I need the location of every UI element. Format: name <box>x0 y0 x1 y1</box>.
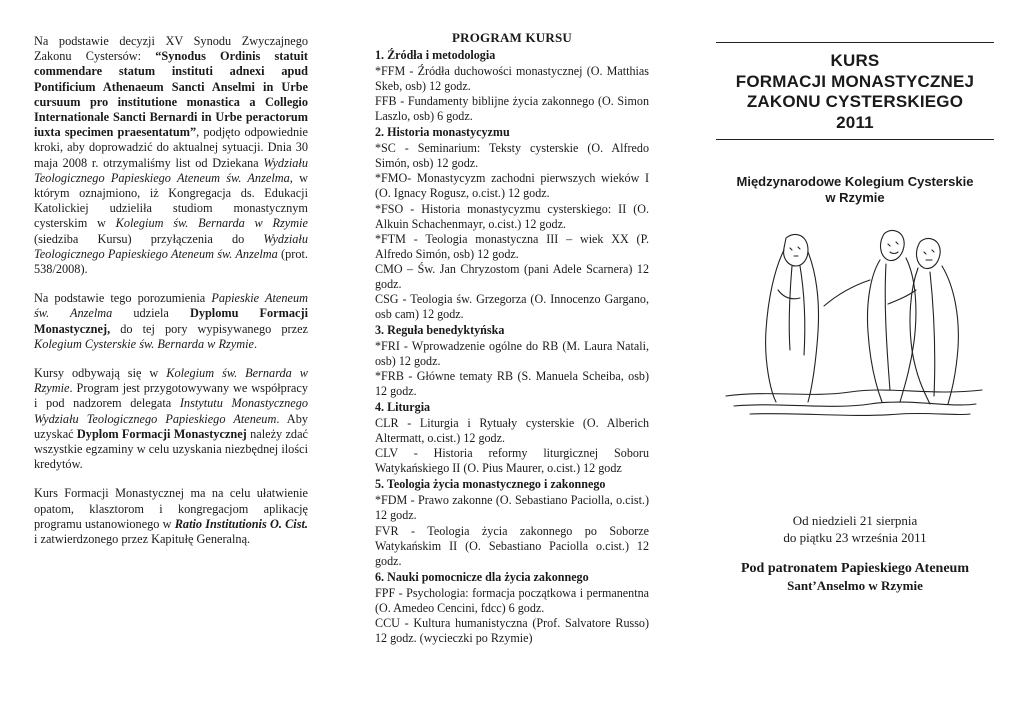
diploma-paragraph: Na podstawie tego porozumienia Papieskie Ateneum św. Anzelma udziela Dyplomu Formacji Monastycznej, do tej pory wypisywanego przez Kolegium Cysterskie św. Bernarda w Rzymie. <box>34 291 308 351</box>
college-name: Międzynarodowe Kolegium Cysterskie w Rzymie <box>736 174 974 205</box>
program-section-title: 1. Źródła i metodologia <box>375 48 496 63</box>
program-course: *FDM - Prawo zakonne (O. Sebastiano Paciolla, o.cist.) 12 godz. <box>375 493 649 523</box>
top-rule <box>716 42 994 43</box>
program-course: FFB - Fundamenty biblijne życia zakonnego (O. Simon Laszlo, osb) 6 godz. <box>375 94 649 124</box>
program-section-title: 3. Reguła benedyktyńska <box>375 322 505 337</box>
bottom-rule <box>716 139 994 140</box>
program-course: *FRI - Wprowadzenie ogólne do RB (M. Laura Natali, osb) 12 godz. <box>375 338 649 368</box>
intro-paragraph: Na podstawie decyzji XV Synodu Zwyczajnego Zakonu Cystersów: “Synodus Ordinis statuit commendare statum instituti adnexi apud Pontificium Athenaeum Sancti Anselmi in Urbe cursuum pro institutione monastica a Collegio Internationale Sancti Bernardi in Urbe peractorum iuxta specimen praesentatum”, podjęto odpowiednie kroki, aby doprowadzić do aktualnej sytuacji. Dnia 30 maja 2008 r. otrzymaliśmy list od Dziekana Wydziału Teologicznego Papieskiego Ateneum św. Anzelma, w którym oznajmiono, iż Kongregacja ds. Edukacji Katolickiej udzieliła studiom monastycznym cysterskim w Kolegium św. Bernarda w Rzymie (siedziba Kursu) przyłączenia do Wydziału Teologicznego Papieskiego Ateneum św. Anzelma (prot. 538/2008). <box>34 34 308 277</box>
purpose-paragraph: Kurs Formacji Monastycznej ma na celu ułatwienie opatom, klasztorom i kongregacjom aplikację programu ustanowionego w Ratio Institutionis O. Cist. i zatwierdzonego przez Kapitułę Generalną. <box>34 486 308 547</box>
courses-paragraph: Kursy odbywają się w Kolegium św. Bernarda w Rzymie. Program jest przygotowywany we współpracy i pod nadzorem delegata Instytutu Monastycznego Wydziału Teologicznego Papieskiego Ateneum. Aby uzyskać Dyplom Formacji Monastycznej należy zdać wszystkie egzaminy w celu uzyskania niezbędnej ilości kredytów. <box>34 366 309 472</box>
program-course: *FMO- Monastycyzm zachodni pierwszych wieków I (O. Ignacy Rogusz, o.cist.) 12 godz. <box>375 171 649 201</box>
program-course: FVR - Teologia życia zakonnego po Soborze Watykańskim II (O. Sebastiano Paciolla o.cist.) 12 godz. <box>375 523 649 568</box>
course-title-line: ZAKONU CYSTERSKIEGO <box>746 92 964 111</box>
course-title <box>716 51 994 133</box>
patronage: Pod patronatem Papieskiego Ateneum <box>740 561 969 576</box>
program-title: PROGRAM KURSU <box>452 30 572 45</box>
program-course: *FSO - Historia monastycyzmu cysterskiego: II (O. Alkuin Schachenmayr, o.cist.) 12 godz. <box>375 201 649 231</box>
program-course: CLV - Historia reformy liturgicznej Soboru Watykańskiego II (O. Pius Maurer, o.cist.) 12 godz <box>375 446 649 476</box>
program-course: *FFM - Źródła duchowości monastycznej (O. Matthias Skeb, osb) 12 godz. <box>375 64 649 94</box>
program-section-title: 2. Historia monastycyzmu <box>375 125 510 140</box>
program-course: CLR - Liturgia i Rytuały cysterskie (O. Alberich Altermatt, o.cist.) 12 godz. <box>375 416 649 446</box>
program-course: *SC - Seminarium: Teksty cysterskie (O. Alfredo Simón, osb) 12 godz. <box>375 141 649 171</box>
program-column <box>375 30 649 646</box>
course-title-line: KURS <box>830 51 880 70</box>
course-title-line: FORMACJI MONASTYCZNEJ <box>735 71 975 91</box>
program-sections <box>375 48 649 646</box>
program-course: *FRB - Główne tematy RB (S. Manuela Scheiba, osb) 12 godz. <box>375 369 649 399</box>
program-course: CSG - Teologia św. Grzegorza (O. Innocenzo Gargano, osb cam) 12 godz. <box>375 291 649 321</box>
program-course: FPF - Psychologia: formacja początkowa i permanentna (O. Amedeo Cencini, fdcc) 6 godz. <box>375 585 649 615</box>
patronage-sub: Sant’Anselmo w Rzymie <box>787 578 923 593</box>
program-course: *FTM - Teologia monastyczna III – wiek XX (P. Alfredo Simón, osb) 12 godz. <box>375 231 649 261</box>
program-section-title: 6. Nauki pomocnicze dla życia zakonnego <box>375 569 589 584</box>
cover-column <box>716 30 994 594</box>
program-course: CMO – Św. Jan Chryzostom (pani Adele Scarnera) 12 godz. <box>375 261 649 291</box>
program-course: CCU - Kultura humanistyczna (Prof. Salvatore Russo) 12 godz. (wycieczki po Rzymie) <box>375 615 649 645</box>
left-column <box>34 30 308 561</box>
course-title-line: 2011 <box>836 112 874 132</box>
course-dates: Od niedzieli 21 sierpnia do piątku 23 września 2011 <box>783 513 927 545</box>
monks-illustration <box>720 220 990 420</box>
program-section-title: 5. Teologia życia monastycznego i zakonnego <box>375 477 606 492</box>
program-section-title: 4. Liturgia <box>375 400 431 415</box>
